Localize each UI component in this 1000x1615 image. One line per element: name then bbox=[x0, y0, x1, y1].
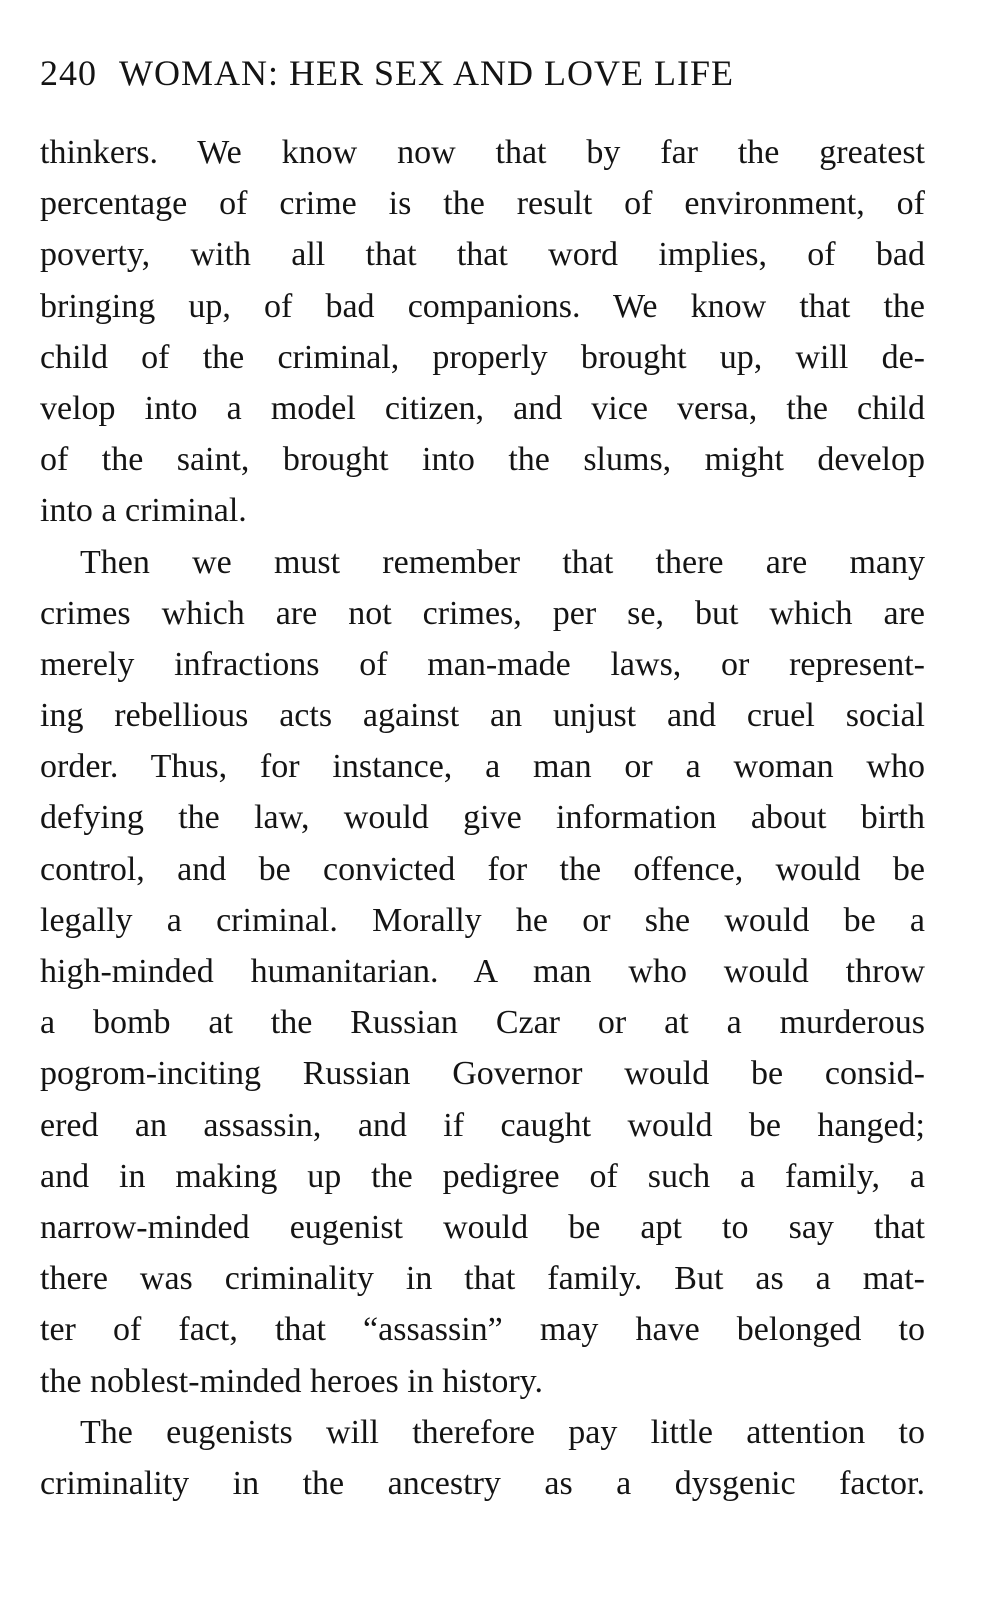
text-line: percentage of crime is the result of environment, of bbox=[40, 185, 925, 223]
text-line: velop into a model citizen, and vice versa, the child bbox=[40, 389, 925, 427]
running-head bbox=[40, 48, 920, 98]
text-line: child of the criminal, properly brought up, will de- bbox=[40, 338, 925, 376]
text-line: crimes which are not crimes, per se, but which are bbox=[40, 594, 925, 632]
text-line: high-minded humanitarian. A man who would throw bbox=[40, 953, 925, 990]
text-line: of the saint, brought into the slums, might develop bbox=[40, 441, 925, 479]
text-line: criminality in the ancestry as a dysgenic factor. bbox=[40, 1464, 925, 1502]
text-line: defying the law, would give information about birth bbox=[40, 799, 925, 837]
running-title: WOMAN: HER SEX AND LOVE LIFE bbox=[119, 53, 734, 93]
text-line: control, and be convicted for the offence, would be bbox=[40, 850, 925, 888]
text-line: order. Thus, for instance, a man or a woman who bbox=[40, 748, 925, 786]
paragraph bbox=[40, 537, 925, 1407]
text-line: thinkers. We know now that by far the greatest bbox=[40, 134, 925, 171]
text-line: Then we must remember that there are many bbox=[80, 543, 925, 581]
text-line: poverty, with all that that word implies, of bad bbox=[40, 236, 925, 274]
text-line: ter of fact, that “assassin” may have belonged to bbox=[40, 1311, 925, 1349]
text-line: ered an assassin, and if caught would be hanged; bbox=[40, 1106, 925, 1144]
text-line: pogrom-inciting Russian Governor would be consid- bbox=[40, 1055, 925, 1093]
paragraph bbox=[40, 1407, 925, 1509]
text-line: and in making up the pedigree of such a family, a bbox=[40, 1157, 925, 1195]
text-line: narrow-minded eugenist would be apt to say that bbox=[40, 1208, 925, 1246]
text-line: into a criminal. bbox=[40, 492, 247, 530]
page-number: 240 bbox=[40, 53, 97, 93]
paragraph bbox=[40, 127, 925, 537]
body-text bbox=[40, 127, 925, 1509]
text-line: The eugenists will therefore pay little attention to bbox=[80, 1413, 925, 1451]
text-line: bringing up, of bad companions. We know that the bbox=[40, 287, 925, 325]
text-line: the noblest-minded heroes in history. bbox=[40, 1362, 543, 1400]
text-line: legally a criminal. Morally he or she would be a bbox=[40, 901, 925, 939]
text-line: ing rebellious acts against an unjust and cruel social bbox=[40, 697, 925, 735]
text-line: there was criminality in that family. But as a mat- bbox=[40, 1260, 925, 1298]
text-line: a bomb at the Russian Czar or at a murderous bbox=[40, 1004, 925, 1042]
text-line: merely infractions of man-made laws, or represent- bbox=[40, 645, 925, 683]
